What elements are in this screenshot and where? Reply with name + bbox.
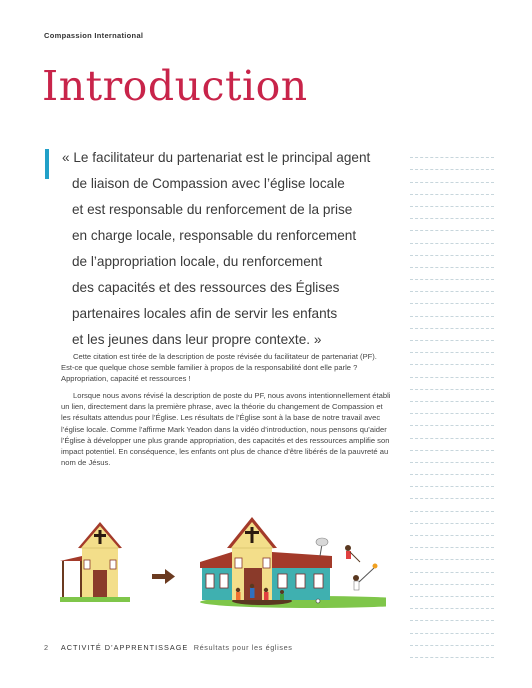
page-title: Introduction — [42, 62, 308, 110]
note-line — [410, 195, 494, 207]
footer-category: ACTIVITÉ D’APPRENTISSAGE — [60, 643, 189, 652]
note-line — [410, 183, 494, 195]
note-line — [410, 353, 494, 365]
organization-name: Compassion International — [44, 31, 144, 40]
note-line — [410, 463, 494, 475]
note-line — [410, 536, 494, 548]
note-line — [410, 256, 494, 268]
note-line — [410, 634, 494, 646]
note-line — [410, 414, 494, 426]
growth-arrow-icon — [152, 569, 175, 584]
note-line — [410, 512, 494, 524]
note-line — [410, 378, 494, 390]
note-line — [410, 475, 494, 487]
note-line — [410, 560, 494, 572]
note-line — [410, 329, 494, 341]
note-line — [410, 439, 494, 451]
note-line — [410, 548, 494, 560]
quote-line: et est responsable du renforcement de la prise — [72, 202, 353, 217]
quote-line: en charge locale, responsable du renforcement — [72, 228, 357, 243]
note-line — [410, 609, 494, 621]
note-line — [410, 268, 494, 280]
note-line — [410, 280, 494, 292]
footer-subtitle: Résultats pour les églises — [193, 643, 293, 652]
note-line — [410, 621, 494, 633]
small-church — [60, 522, 130, 602]
note-line — [410, 365, 494, 377]
quote-line: des capacités et des ressources des Églises — [72, 280, 340, 295]
note-line — [410, 402, 494, 414]
note-line — [410, 573, 494, 585]
quote-line: « Le facilitateur du partenariat est le principal agent — [62, 150, 371, 165]
note-line — [410, 231, 494, 243]
note-line — [410, 597, 494, 609]
quote-line: de l’appropriation locale, du renforcement — [72, 254, 323, 269]
note-line — [410, 219, 494, 231]
note-line — [410, 499, 494, 511]
body-text — [61, 351, 392, 474]
page-number: 2 — [44, 643, 49, 652]
note-line — [410, 304, 494, 316]
church-growth-illustration — [60, 504, 386, 610]
note-line — [410, 487, 494, 499]
note-line — [410, 451, 494, 463]
page-footer — [44, 643, 293, 652]
note-line — [410, 244, 494, 256]
note-line — [410, 646, 494, 658]
note-line — [410, 341, 494, 353]
quote-line: partenaires locales afin de servir les enfants — [72, 306, 338, 321]
note-line — [410, 292, 494, 304]
body-paragraph: Cette citation est tirée de la description de poste révisée du facilitateur de partenariat (PF). Est-ce que quelque chose semble familier à propos de la responsabilité dont elle parle ? Appropriation, capacité et ressources ! — [61, 352, 377, 384]
quote-line: et les jeunes dans leur propre contexte. » — [72, 332, 322, 347]
quote-line: de liaison de Compassion avec l’église locale — [72, 176, 345, 191]
quote-accent-bar — [45, 149, 49, 179]
notes-lines — [410, 146, 494, 658]
note-line — [410, 207, 494, 219]
note-line — [410, 390, 494, 402]
note-line — [410, 146, 494, 158]
note-line — [410, 317, 494, 329]
note-line — [410, 158, 494, 170]
note-line — [410, 524, 494, 536]
pull-quote — [62, 145, 392, 353]
body-paragraph: Lorsque nous avons révisé la description de poste du PF, nous avons intentionnellement établi un lien, directement dans la première phrase, avec la théorie du changement de Compassion et les résultats attendus pour l’Église. Les résultats de l’Église sont à la base de notre travail avec l’église locale. Comme l’affirme Mark Yeadon dans la vidéo d’introduction, nous pensons qu’aider l’Église à développer une plus grande appropriation, des capacités et des ressources amplifie son impact potentiel. En conséquence, les enfants ont plus de chance d’être libérés de la pauvreté au nom de Jésus. — [61, 391, 391, 467]
note-line — [410, 585, 494, 597]
large-church — [200, 517, 386, 608]
note-line — [410, 426, 494, 438]
note-line — [410, 170, 494, 182]
